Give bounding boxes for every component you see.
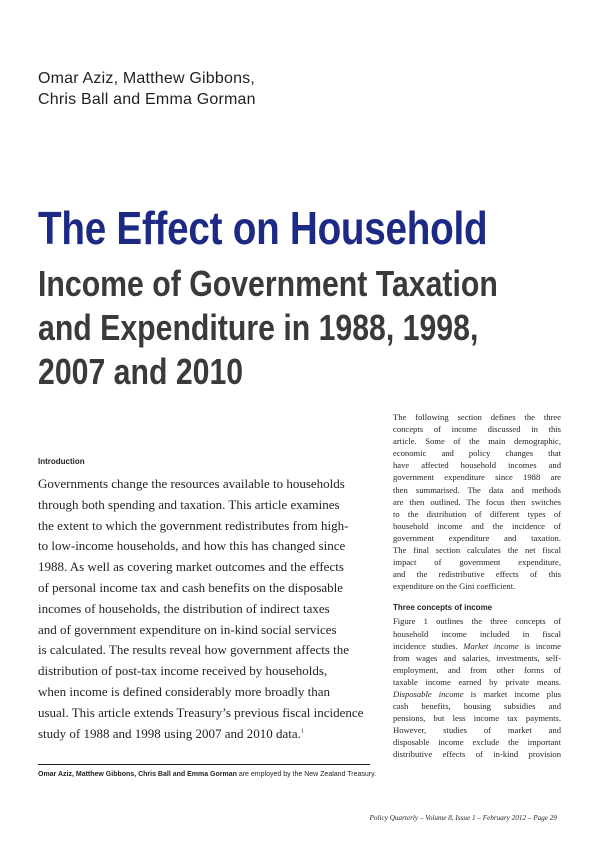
income-concepts-paragraph — [393, 615, 561, 760]
concepts-line: cash benefits, housing subsidies and — [393, 701, 561, 712]
section-heading: Three concepts of income — [393, 603, 493, 613]
introduction-section — [38, 456, 382, 744]
overview-line: are then outlined. The focus then switches — [393, 496, 561, 507]
intro-line-text: study of 1988 and 1998 using 2007 and 2010 data. — [38, 725, 301, 741]
concepts-text: is market income plus — [463, 688, 561, 699]
author-footnote — [38, 770, 378, 780]
overview-line: concepts of income discussed in this — [393, 424, 561, 435]
subtitle-line: Income of Government Taxation — [38, 263, 498, 304]
author-list — [38, 68, 398, 110]
market-income-term: Market income — [463, 640, 519, 651]
concepts-text: is income — [518, 640, 561, 651]
footnote-text: are employed by the New Zealand Treasury. — [236, 771, 377, 778]
overview-line: impact of government expenditure, — [393, 557, 561, 568]
article-title: The Effect on Household — [38, 202, 488, 254]
author-line: Chris Ball and Emma Gorman — [38, 91, 256, 108]
intro-line: and of government expenditure on in-kind social services — [38, 621, 337, 637]
author-line: Omar Aziz, Matthew Gibbons, — [38, 70, 256, 87]
concepts-line: However, studies of market and — [393, 725, 561, 736]
concepts-line: pensions, but less income tax payments. — [393, 713, 561, 724]
overview-line: government expenditure since 1988 are — [393, 472, 561, 483]
overview-line: The following section defines the three — [393, 412, 561, 422]
footnote-marker[interactable]: 1 — [300, 728, 304, 735]
overview-line: government expenditure and taxation. — [393, 532, 561, 543]
concepts-line: disposable income exclude the important — [393, 737, 561, 748]
introduction-heading: Introduction — [38, 457, 85, 466]
overview-line: then summarised. The data and methods — [393, 484, 561, 495]
overview-line: have affected household incomes and — [393, 460, 561, 471]
concepts-line: from wages and salaries, investments, self- — [393, 652, 561, 663]
subtitle-line: 2007 and 2010 — [38, 351, 244, 392]
overview-line: The final section calculates the net fiscal — [393, 545, 561, 556]
intro-line: of personal income tax and cash benefits on the disposable — [38, 579, 344, 595]
intro-line: to low-income households, and how this has changed since — [38, 538, 346, 554]
overview-line: to the distribution of different types of — [393, 508, 561, 519]
concepts-line: employment, and from other forms of — [393, 664, 561, 675]
overview-line: household income and the incidence of — [393, 520, 561, 531]
concepts-line — [393, 640, 561, 652]
article-subtitle — [38, 262, 559, 394]
concepts-line: taxable income earned by private means. — [393, 676, 561, 687]
intro-line: through both spending and taxation. This article examines — [38, 496, 340, 512]
overview-line: economic and policy changes that — [393, 448, 561, 459]
overview-line: article. Some of the main demographic, — [393, 436, 561, 447]
intro-line: when income is defined considerably more broadly than — [38, 683, 331, 699]
right-column — [393, 411, 561, 761]
footnote-author-names: Omar Aziz, Matthew Gibbons, Chris Ball and Emma Gorman — [38, 771, 237, 778]
concepts-text: incidence studies. — [393, 640, 464, 651]
intro-line: the extent to which the government redistributes from high- — [38, 517, 349, 533]
disposable-income-term: Disposable income — [393, 688, 464, 699]
intro-line: incomes of households, the distribution of indirect taxes — [38, 600, 330, 616]
intro-line: usual. This article extends Treasury’s previous fiscal incidence — [38, 704, 364, 720]
footnote-divider — [38, 764, 370, 765]
introduction-paragraph — [38, 474, 382, 744]
intro-line — [38, 724, 382, 745]
overview-line: expenditure on the Gini coefficient. — [393, 581, 516, 592]
intro-line: distribution of post-tax income received by households, — [38, 663, 328, 679]
subtitle-line: and Expenditure in 1988, 1998, — [38, 307, 479, 348]
page-footer: Policy Quarterly – Volume 8, Issue 1 – February 2012 – Page 29 — [369, 814, 557, 822]
intro-line: 1988. As well as covering market outcomes and the effects — [38, 559, 344, 575]
intro-line: Governments change the resources available to households — [38, 476, 345, 491]
concepts-line — [393, 688, 561, 700]
concepts-line: household income included in fiscal — [393, 628, 561, 639]
overview-paragraph — [393, 411, 561, 592]
concepts-line: Figure 1 outlines the three concepts of — [393, 616, 561, 627]
overview-line: and the redistributive effects of this — [393, 569, 561, 580]
concepts-line: distributive effects of in-kind provision — [393, 749, 561, 760]
intro-line: is calculated. The results reveal how government affects the — [38, 642, 350, 658]
